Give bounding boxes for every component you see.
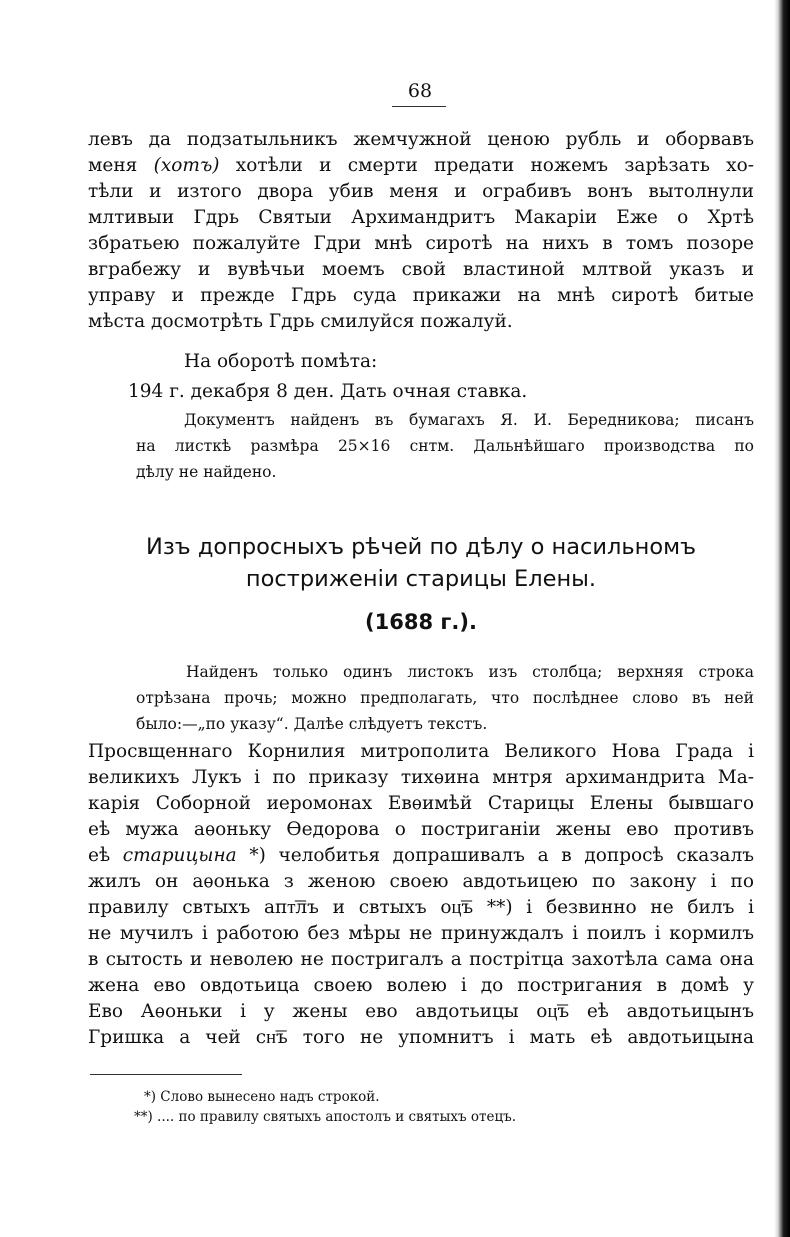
page-number: 68 xyxy=(407,80,433,102)
text-line: карія Соборной иеромонах Евѳимѣй Старицы Елены бывшаго xyxy=(88,793,754,814)
document-note-line: дѣлу не найдено. xyxy=(136,463,277,481)
text-line: жилъ он аѳонька з женою своею авдотьицею по закону і по xyxy=(88,871,754,892)
intro-note-line: отрѣзана прочь; можно предполагать, что послѣднее слово въ ней xyxy=(136,689,754,707)
text-line: вграбежу и вувѣчьи моемъ свой властиной млтвой указъ и xyxy=(88,259,754,280)
text-line: Просвщеннаго Корнилия митрополита Великого Нова Града і xyxy=(88,741,754,762)
book-spine-shadow xyxy=(774,0,790,1237)
text-line: правилу свтыхъ апт͞лъ и свтыхъ оц͞ъ **) і безвинно не билъ і xyxy=(88,897,754,918)
text-line: в сытость и неволею не постригалъ а пострітца захотѣла сама она xyxy=(88,949,754,970)
text-line: меня (хотъ) хотѣли и смерти предати ножемъ зарѣзать хо- xyxy=(88,155,754,176)
text-line: управу и прежде Гдрь суда прикажи на мнѣ сиротѣ битые xyxy=(88,285,754,306)
text-line: мѣста досмотрѣть Гдрь смилуйся пожалуй. xyxy=(88,311,513,332)
text-line: Гришка а чей сн͞ъ того не упомнитъ і мать еѣ авдотьицына xyxy=(88,1027,754,1048)
section-year: (1688 г.). xyxy=(365,610,477,634)
italic-word: старицына xyxy=(122,845,237,866)
text-line: не мучилъ і работою без мѣры не принуждалъ і поилъ і кормилъ xyxy=(88,923,754,944)
document-note-line: Документъ найденъ въ бумагахъ Я. И. Бередникова; писанъ xyxy=(184,411,754,429)
reverse-note: На оборотѣ помѣта: xyxy=(184,351,378,372)
footnote: *) Слово вынесено надъ строкой. xyxy=(144,1089,380,1105)
text-line: еѣ мужа аѳоньку Ѳедорова о постриганіи жены ево противъ xyxy=(88,819,754,840)
text-line: млтивыи Гдрь Святыи Архимандритъ Макаріи Еже о Хртѣ xyxy=(88,207,754,228)
intro-note-line: Найденъ только одинъ листокъ изъ столбца; верхняя строка xyxy=(186,663,754,681)
date-note: 194 г. декабря 8 ден. Дать очная ставка. xyxy=(128,381,528,402)
footnote: **) .... по правилу святыхъ апостолъ и святыхъ отецъ. xyxy=(134,1109,517,1125)
text-line: левъ да подзатыльникъ жемчужной ценою рубль и оборвавъ xyxy=(88,129,754,150)
text-line: збратьею пожалуйте Гдри мнѣ сиротѣ на нихъ в томъ позоре xyxy=(88,233,754,254)
section-title-line: постриженіи старицы Елены. xyxy=(245,566,597,592)
text-line: Ево Аѳоньки і у жены ево авдотьицы оц͞ъ еѣ авдотьицынъ xyxy=(88,1001,754,1022)
intro-note-line: было:—„по указу“. Далѣе слѣдуетъ текстъ. xyxy=(136,715,488,733)
footnote-rule xyxy=(90,1074,242,1075)
text-line: тѣли и изтого двора убив меня и ограбивъ вонъ вытолнули xyxy=(88,181,754,202)
text-line: еѣ старицына *) челобитья допрашивалъ а в допросѣ сказалъ xyxy=(88,845,754,866)
text-line: великихъ Лукъ і по приказу тихѳина мнтря архимандрита Ма- xyxy=(88,767,754,788)
document-note-line: на листкѣ размѣра 25×16 снтм. Дальнѣйшаго производства по xyxy=(136,437,754,455)
text-line: жена ево овдотьица своею волею і до постригания в домѣ у xyxy=(88,975,754,996)
section-title-line: Изъ допросныхъ рѣчей по дѣлу о насильномъ xyxy=(146,534,696,560)
page-number-rule xyxy=(392,106,446,107)
italic-word: (хотъ) xyxy=(153,155,220,176)
